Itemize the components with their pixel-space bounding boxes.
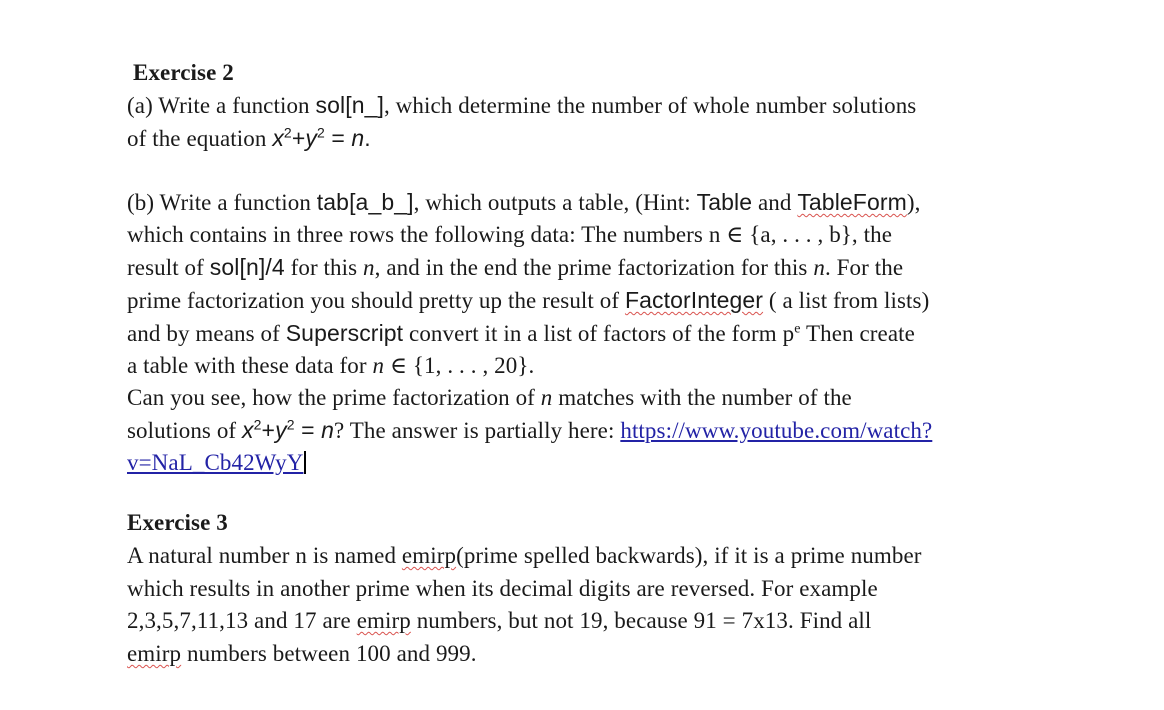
text: convert it in a list of factors of the form p bbox=[403, 321, 795, 346]
text: ( a list from lists) bbox=[763, 288, 930, 313]
exercise-3-line-1 bbox=[127, 543, 922, 569]
text-cursor bbox=[304, 451, 306, 474]
text: ? The answer is partially here: bbox=[334, 418, 621, 443]
text: of the equation bbox=[127, 126, 273, 151]
eq-plus: + bbox=[291, 125, 306, 151]
text: Can you see, how the prime factorization of bbox=[127, 385, 541, 410]
text: prime factorization you should pretty up the result of bbox=[127, 288, 625, 313]
code-sol-n: sol[n]/4 bbox=[209, 254, 285, 280]
exercise-3-line-2: which results in another prime when its decimal digits are reversed. For example bbox=[127, 576, 878, 601]
exercise-2-heading: Exercise 2 bbox=[133, 60, 234, 85]
text: , and in the end the prime factorization for this bbox=[374, 255, 814, 280]
eq-y: y bbox=[275, 417, 287, 443]
code-factorinteger: FactorInteger bbox=[624, 287, 764, 313]
youtube-link-part-2[interactable]: v=NaL_Cb42WyY bbox=[127, 450, 304, 475]
text: . For the bbox=[824, 255, 904, 280]
text: ∈ {1, . . . , 20}. bbox=[384, 353, 535, 378]
text: Then create bbox=[800, 321, 915, 346]
text: , which outputs a table, (Hint: bbox=[413, 190, 697, 215]
text: for this bbox=[284, 255, 364, 280]
exercise-3-line-3 bbox=[127, 608, 871, 634]
word-emirp: emirp bbox=[401, 543, 457, 568]
text: (a) Write a function bbox=[127, 93, 316, 118]
eq-period: . bbox=[364, 125, 371, 151]
exercise-2b-line-3 bbox=[127, 254, 903, 281]
var-n: n bbox=[372, 353, 385, 378]
exercise-2b-line-6 bbox=[127, 353, 534, 379]
exercise-2a-line-2 bbox=[127, 125, 371, 152]
eq-n: n bbox=[321, 417, 334, 443]
equation bbox=[242, 417, 334, 443]
text: ), bbox=[906, 190, 921, 215]
word-emirp: emirp bbox=[127, 641, 182, 666]
superscript-e: e bbox=[794, 321, 801, 337]
code-table: Table bbox=[696, 189, 753, 215]
exercise-2b-line-1 bbox=[127, 189, 920, 216]
equation bbox=[272, 125, 370, 151]
eq-exp: 2 bbox=[253, 416, 262, 433]
youtube-link-part-1[interactable]: https://www.youtube.com/watch? bbox=[620, 418, 933, 443]
eq-plus: + bbox=[261, 417, 276, 443]
text: A natural number n is named bbox=[127, 543, 402, 568]
code-superscript: Superscript bbox=[285, 320, 404, 346]
eq-x: x bbox=[272, 125, 284, 151]
eq-exp: 2 bbox=[316, 124, 325, 141]
eq-exp: 2 bbox=[286, 416, 295, 433]
var-n: n bbox=[363, 255, 375, 280]
exercise-2b-line-4 bbox=[127, 287, 929, 314]
text: matches with the number of the bbox=[552, 385, 852, 410]
var-n: n bbox=[540, 385, 553, 410]
exercise-2b-line-7 bbox=[127, 385, 852, 411]
text: 2,3,5,7,11,13 and 17 are bbox=[127, 608, 357, 633]
exercise-2b-line-2: which contains in three rows the following data: The numbers n ∈ {a, . . . , b}, the bbox=[127, 222, 893, 247]
code-sol: sol[n_] bbox=[315, 92, 384, 118]
eq-equals: = bbox=[324, 125, 352, 151]
exercise-2b-line-5 bbox=[127, 320, 915, 347]
text: a table with these data for bbox=[127, 353, 373, 378]
word-emirp: emirp bbox=[356, 608, 411, 633]
exercise-2b-line-8 bbox=[127, 417, 932, 444]
text: result of bbox=[127, 255, 210, 280]
eq-y: y bbox=[305, 125, 317, 151]
text: and by means of bbox=[127, 321, 286, 346]
text: solutions of bbox=[127, 418, 243, 443]
eq-n: n bbox=[351, 125, 365, 151]
text: numbers, but not 19, because 91 = 7x13. Find all bbox=[410, 608, 872, 633]
var-n: n bbox=[813, 255, 825, 280]
exercise-3-heading: Exercise 3 bbox=[127, 510, 228, 535]
eq-equals: = bbox=[294, 417, 322, 443]
exercise-2a-line-1 bbox=[127, 92, 916, 119]
text: , which determine the number of whole number solutions bbox=[383, 93, 917, 118]
exercise-3-line-4 bbox=[127, 641, 477, 667]
eq-exp: 2 bbox=[283, 124, 292, 141]
text: numbers between 100 and 999. bbox=[181, 641, 477, 666]
eq-x: x bbox=[242, 417, 254, 443]
exercise-2b-line-9 bbox=[127, 450, 306, 476]
text: (prime spelled backwards), if it is a prime number bbox=[456, 543, 922, 568]
text: and bbox=[752, 190, 798, 215]
text: (b) Write a function bbox=[127, 190, 317, 215]
code-tableform: TableForm bbox=[797, 189, 907, 215]
code-tab: tab[a_b_] bbox=[316, 189, 414, 215]
